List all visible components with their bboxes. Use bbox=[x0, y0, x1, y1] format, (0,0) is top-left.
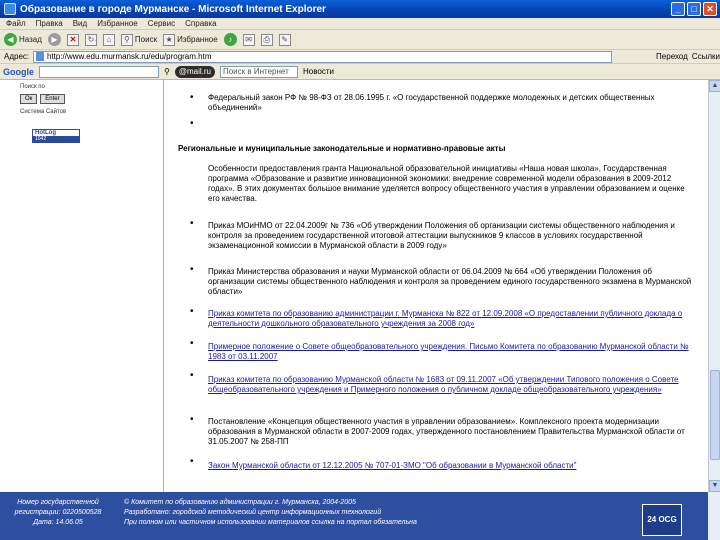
browser-toolbar bbox=[0, 30, 720, 50]
search-label: Поиск bbox=[134, 35, 158, 44]
window-title: Образование в городе Мурманске - Microsoft Internet Explorer bbox=[20, 3, 326, 15]
sidebar-enter-button[interactable]: Enter bbox=[40, 94, 64, 104]
google-logo[interactable]: Google bbox=[3, 66, 34, 77]
close-button[interactable]: ✕ bbox=[703, 2, 717, 16]
document-link-text[interactable]: Приказ комитета по образованию администрации г. Мурманска № 822 от 12.09.2008 «О предоставлении публичного доклада о деятельности дошкольного образовательного учреждения за 2008 год» bbox=[208, 309, 683, 328]
menu-file[interactable]: Файл bbox=[6, 19, 26, 28]
menu-view[interactable]: Вид bbox=[72, 19, 88, 28]
document-item: Особенности предоставления гранта Национальной образовательной инициативы «Наша новая школа», Государственная программа «Образование и развитие инновационной экономики: внедрение современной модели образования в 2009-2012 годах». В этих документах большое внимание уделяется вопросу общественного участия в управлении образованием и оценке его качества. bbox=[208, 164, 685, 203]
maximize-button[interactable]: □ bbox=[687, 2, 701, 16]
google-toolbar bbox=[0, 64, 720, 80]
copyright-line: © Комитет по образованию администрации г. Мурманска, 2004-2005 bbox=[124, 499, 356, 506]
search-button[interactable] bbox=[121, 34, 157, 46]
registration-line: Номер государственной bbox=[17, 499, 99, 506]
list-bullet: • bbox=[190, 92, 194, 103]
vertical-scrollbar[interactable] bbox=[708, 80, 720, 492]
back-arrow-icon: ◀ bbox=[4, 33, 17, 46]
window-title-bar bbox=[0, 0, 720, 18]
registration-info bbox=[8, 498, 108, 528]
main-content bbox=[172, 80, 702, 492]
document-item[interactable]: Постановление «Концепция общественного участия в управлении образованием». Комплексного проекта модернизации образования в Мурманской области в 2007-2009 годах, утвержденного постановлением Правительства Мурманской области от 31.05.2007 № 258-ПП bbox=[208, 417, 685, 446]
refresh-button[interactable]: ↻ bbox=[85, 34, 97, 46]
list-bullet: • bbox=[190, 218, 194, 229]
footer-logo-badge[interactable]: 24 OCG bbox=[642, 504, 682, 536]
forward-button[interactable]: ▶ bbox=[48, 33, 61, 46]
edit-button[interactable]: ✎ bbox=[279, 34, 291, 46]
menu-tools[interactable]: Сервис bbox=[147, 19, 176, 28]
go-button[interactable]: Переход bbox=[656, 52, 688, 61]
section-title: Региональные и муниципальные законодательные и нормативно-правовые акты bbox=[178, 144, 506, 153]
footer-scrollbar bbox=[708, 492, 720, 540]
back-button[interactable] bbox=[4, 33, 42, 46]
developer-line: Разработано: городской методический центр информационных технологий bbox=[124, 509, 382, 516]
home-button[interactable]: ⌂ bbox=[103, 34, 115, 46]
back-label: Назад bbox=[19, 35, 42, 44]
mail-button[interactable]: ✉ bbox=[243, 34, 255, 46]
mail-ru-button[interactable]: @mail.ru bbox=[175, 66, 215, 78]
document-item[interactable]: Федеральный закон РФ № 98-ФЗ от 28.06.1995 г. «О государственной поддержке молодежных и детских общественных объединений» bbox=[208, 93, 655, 112]
page-icon bbox=[36, 52, 44, 61]
menu-favorites[interactable]: Избранное bbox=[97, 19, 138, 28]
document-link-text[interactable]: Примерное положение о Совете общеобразовательного учреждения. Письмо Комитета по образованию Мурманской области № 1983 от 03.11.2007 bbox=[208, 342, 689, 361]
list-bullet: • bbox=[190, 118, 194, 129]
menu-bar bbox=[0, 18, 720, 30]
document-link[interactable] bbox=[208, 375, 692, 395]
window-controls bbox=[671, 2, 717, 16]
star-icon: ★ bbox=[163, 34, 175, 46]
sidebar-search-label: Поиск по bbox=[20, 84, 45, 90]
list-bullet: • bbox=[190, 264, 194, 275]
scroll-up-arrow[interactable]: ▲ bbox=[709, 80, 720, 92]
hotlog-value: 1042 bbox=[33, 136, 79, 142]
list-bullet: • bbox=[190, 414, 194, 425]
list-bullet: • bbox=[190, 370, 194, 381]
registration-line: Дата: 14.06.05 bbox=[33, 519, 83, 526]
address-field[interactable] bbox=[33, 51, 612, 63]
address-label: Адрес: bbox=[4, 52, 30, 61]
menu-help[interactable]: Справка bbox=[185, 19, 217, 28]
links-button[interactable]: Ссылки bbox=[691, 52, 720, 61]
hotlog-label: HotLog bbox=[35, 130, 56, 136]
address-bar bbox=[0, 50, 720, 64]
sidebar-ok-button[interactable]: Ок bbox=[20, 94, 37, 104]
document-link[interactable] bbox=[208, 461, 692, 471]
media-button[interactable]: ♪ bbox=[224, 33, 237, 46]
page-footer bbox=[0, 492, 720, 540]
news-button[interactable]: Новости bbox=[302, 67, 334, 76]
document-link-text[interactable]: Закон Мурманской области от 12.12.2005 № 707-01-ЗМО "Об образовании в Мурманской области" bbox=[208, 461, 577, 470]
document-item[interactable]: Приказ Министерства образования и науки Мурманской области от 06.04.2009 № 664 «Об утверждении Положения об организации системы общественного наблюдения и контроля за проведением единого государственного экзамена в Мурманской области» bbox=[208, 267, 692, 296]
hotlog-counter[interactable] bbox=[32, 129, 80, 143]
stop-button[interactable]: ✕ bbox=[67, 34, 79, 46]
page-viewport bbox=[0, 80, 720, 492]
copyright-info bbox=[124, 498, 604, 528]
document-link[interactable] bbox=[208, 342, 692, 362]
scroll-down-arrow[interactable]: ▼ bbox=[709, 480, 720, 492]
list-bullet: • bbox=[190, 456, 194, 467]
registration-line: регистрации: 0220500528 bbox=[14, 509, 102, 516]
document-item[interactable]: Приказ МОиНМО от 22.04.2009г № 736 «Об утверждении Положения об организации системы общественного наблюдения и контроля за проведением государственной итоговой аттестации выпускников 9 классов в условиях государственной экзаменационной комиссии в Мурманской области в 2009 году» bbox=[208, 221, 675, 250]
list-bullet: • bbox=[190, 306, 194, 317]
print-button[interactable]: ⎙ bbox=[261, 34, 273, 46]
sidebar-system-link[interactable]: Система Сайтов bbox=[20, 109, 67, 115]
internet-search-input[interactable]: Поиск в Интернет bbox=[220, 66, 298, 78]
usage-note-line: При полном или частичном использовании материалов ссылка на портал обязательна bbox=[124, 519, 417, 526]
address-input[interactable] bbox=[47, 52, 611, 61]
scroll-thumb[interactable] bbox=[710, 370, 720, 460]
left-sidebar bbox=[0, 80, 163, 492]
document-link-text[interactable]: Приказ комитета по образованию Мурманской области № 1683 от 09.11.2007 «Об утверждении Типового положения о Совете общеобразовательного учреждения и Примерного положения о публичном докладе общеобразовательного учреждения» bbox=[208, 375, 679, 394]
document-link[interactable] bbox=[208, 309, 692, 329]
favorites-button[interactable] bbox=[163, 34, 218, 46]
google-search-input[interactable] bbox=[39, 66, 159, 78]
search-icon: ⚲ bbox=[121, 34, 133, 46]
google-search-icon[interactable]: ⚲ bbox=[164, 67, 170, 76]
list-bullet: • bbox=[190, 338, 194, 349]
menu-edit[interactable]: Правка bbox=[35, 19, 63, 28]
ie-icon bbox=[4, 3, 16, 15]
sidebar-divider bbox=[163, 80, 164, 492]
minimize-button[interactable]: _ bbox=[671, 2, 685, 16]
favorites-label: Избранное bbox=[177, 35, 218, 44]
